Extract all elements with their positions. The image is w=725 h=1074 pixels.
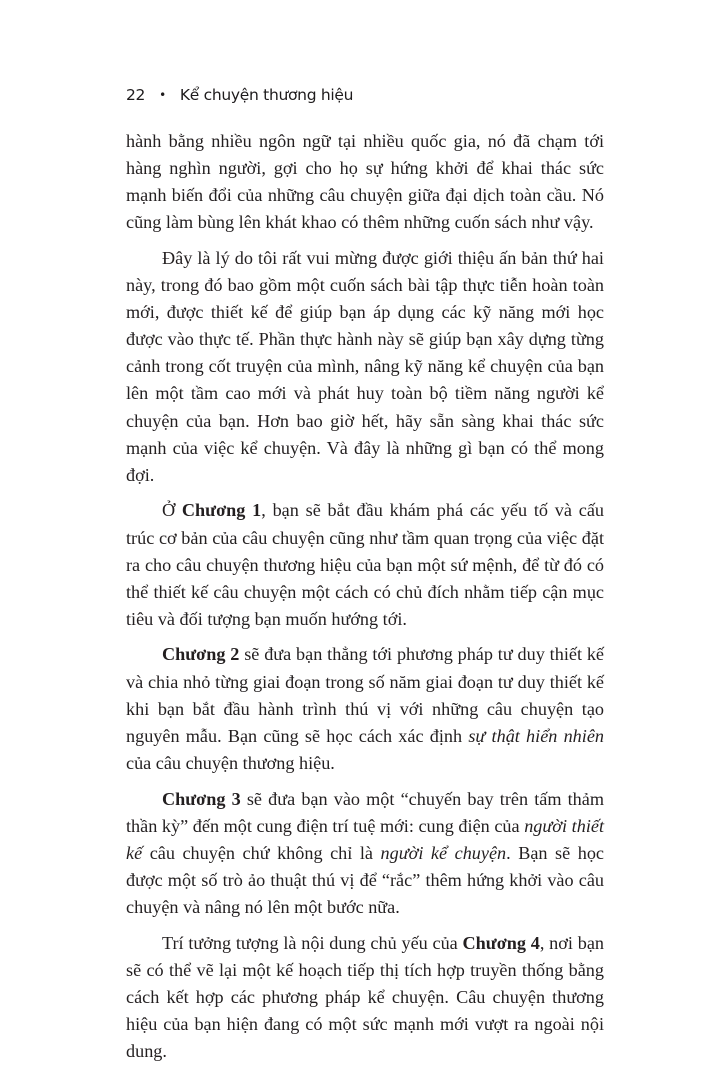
paragraph-chapter-3 [126,786,604,921]
text-segment: Ở [162,500,182,521]
running-title: Kể chuyện thương hiệu [179,86,354,104]
emphasis-text: người kể chuyện [380,842,507,863]
text-segment: Trí tưởng tượng là nội dung chủ yếu của [162,932,463,953]
page-number: 22 [126,86,146,104]
bullet-separator: • [159,88,166,102]
text-segment: , bạn sẽ bắt đầu khám phá các yếu tố và cấu trúc cơ bản của câu chuyện cũng như tầm quan trọng của việc đặt ra cho câu chuyện thương hiệu của bạn một sứ mệnh, để từ đó có thể thiết kế câu chuyện một cách có chủ đích nhằm tiếp cận mục tiêu và đối tượng bạn muốn hướng tới. [126,500,604,629]
paragraph-chapter-1 [126,497,604,632]
text-segment: sẽ đưa bạn vào một “chuyến bay trên tấm thảm thần kỳ” đến một cung điện trí tuệ mới: cung điện của [126,788,604,836]
paragraph-chapter-4 [126,930,604,1065]
paragraph-chapter-2 [126,641,604,776]
chapter-reference: Chương 2 [162,644,240,665]
text-segment: câu chuyện chứ không chỉ là [142,842,381,863]
emphasis-text: người thiết kế [126,815,604,863]
text-segment: , nơi bạn sẽ có thể vẽ lại một kế hoạch tiếp thị tích hợp truyền thống bằng cách kết hợp các phương pháp kể chuyện. Câu chuyện thương hiệu của bạn hiện đang có một sức mạnh mới vượt ra ngoài nội dung. [126,932,604,1061]
text-segment: của câu chuyện thương hiệu. [126,752,335,773]
text-segment: . Bạn sẽ học được một số trò ảo thuật thú vị để “rắc” thêm hứng khởi vào câu chuyện và nâng nó lên một bước nữa. [126,842,604,917]
text-segment: hành bằng nhiều ngôn ngữ tại nhiều quốc gia, nó đã chạm tới hàng nghìn người, gợi cho họ sự hứng khởi để khai thác sức mạnh biến đổi của những câu chuyện giữa đại dịch toàn cầu. Nó cũng làm bùng lên khát khao có thêm những cuốn sách như vậy. [126,131,604,233]
chapter-reference: Chương 1 [181,500,262,521]
text-segment: Đây là lý do tôi rất vui mừng được giới thiệu ấn bản thứ hai này, trong đó bao gồm một cuốn sách bài tập thực tiễn hoàn toàn mới, được thiết kế để giúp bạn áp dụng các kỹ năng mới học được vào thực tế. Phần thực hành này sẽ giúp bạn xây dựng từng cảnh trong cốt truyện của mình, nâng kỹ năng kể chuyện của bạn lên một tầm cao mới và phát huy toàn bộ tiềm năng người kể chuyện của bạn. Hơn bao giờ hết, hãy sẵn sàng khai thác sức mạnh của việc kể chuyện. Và đây là những gì bạn có thể mong đợi. [126,247,604,485]
running-header [126,86,353,104]
text-segment: sẽ đưa bạn thẳng tới phương pháp tư duy thiết kế và chia nhỏ từng giai đoạn trong số năm giai đoạn tư duy thiết kế khi bạn bắt đầu hành trình thú vị với những câu chuyện tạo nguyên mẫu. Bạn cũng sẽ học cách xác định [126,644,604,746]
emphasis-text: sự thật hiển nhiên [468,725,604,746]
chapter-reference: Chương 4 [462,932,540,953]
paragraph-second-edition [126,245,604,489]
body-text [126,128,604,1074]
paragraph-continuation [126,128,604,236]
chapter-reference: Chương 3 [162,788,241,809]
